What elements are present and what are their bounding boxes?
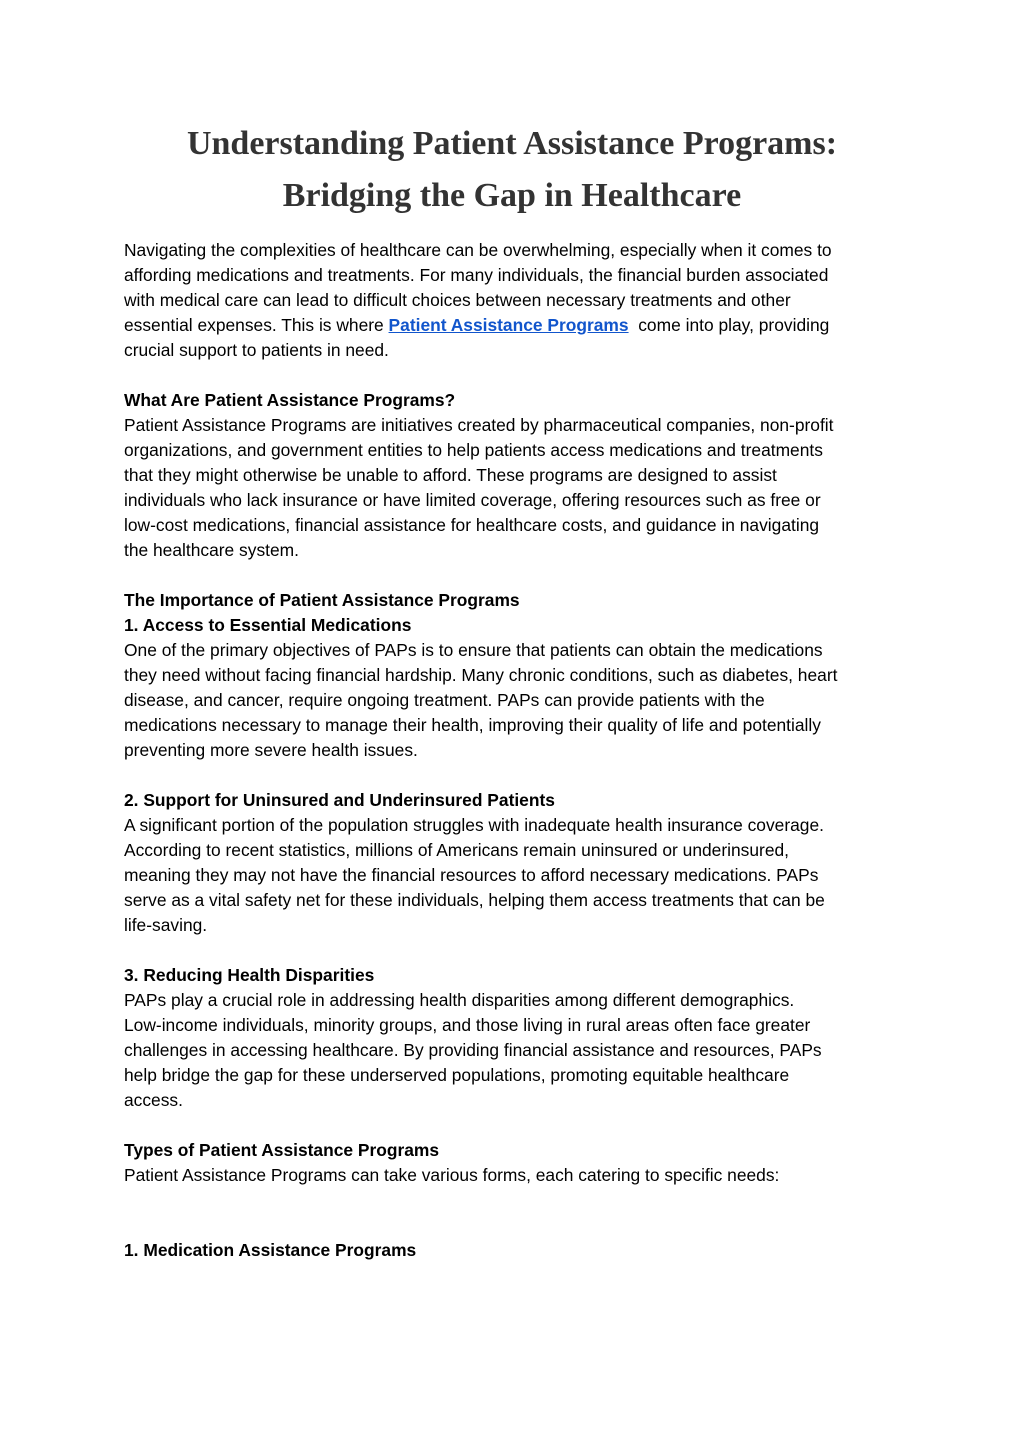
what-line-1: Patient Assistance Programs are initiatives created by pharmaceutical companies, non-profit: [124, 415, 834, 435]
access-line-1: One of the primary objectives of PAPs is to ensure that patients can obtain the medications: [124, 640, 823, 660]
what-heading: What Are Patient Assistance Programs?: [124, 390, 456, 410]
uninsured-line-1: A significant portion of the population struggles with inadequate health insurance coverage.: [124, 815, 824, 835]
disparities-line-1: PAPs play a crucial role in addressing health disparities among different demographics.: [124, 990, 795, 1010]
title-line-1: Understanding Patient Assistance Programs:: [186, 125, 838, 162]
uninsured-subheading: 2. Support for Uninsured and Underinsured Patients: [124, 790, 555, 810]
intro-line-5: crucial support to patients in need.: [124, 340, 389, 360]
what-line-2: organizations, and government entities to help patients access medications and treatments: [124, 440, 823, 460]
disparities-subheading: 3. Reducing Health Disparities: [124, 965, 375, 985]
intro-line-2: affording medications and treatments. For many individuals, the financial burden associated: [124, 265, 829, 285]
spacer: [124, 363, 914, 388]
types-section: [124, 1138, 914, 1188]
intro-line-1: Navigating the complexities of healthcare can be overwhelming, especially when it comes to: [124, 240, 832, 260]
disparities-line-5: access.: [124, 1090, 183, 1110]
spacer: [124, 1188, 914, 1238]
access-line-5: preventing more severe health issues.: [124, 740, 418, 760]
what-line-3: that they might otherwise be unable to afford. These programs are designed to assist: [124, 465, 777, 485]
page-title: [100, 118, 924, 222]
patient-assistance-programs-link[interactable]: Patient Assistance Programs: [388, 315, 629, 335]
what-line-6: the healthcare system.: [124, 540, 299, 560]
document-body: [124, 238, 914, 1263]
intro-paragraph: [124, 238, 914, 363]
medication-assistance-section: [124, 1238, 914, 1263]
access-subheading: 1. Access to Essential Medications: [124, 615, 412, 635]
disparities-line-3: challenges in accessing healthcare. By providing financial assistance and resources, PAPs: [124, 1040, 822, 1060]
intro-line-4-after: come into play, providing: [628, 315, 830, 335]
importance-heading: The Importance of Patient Assistance Programs: [124, 590, 520, 610]
access-line-4: medications necessary to manage their health, improving their quality of life and potentially: [124, 715, 821, 735]
uninsured-line-3: meaning they may not have the financial resources to afford necessary medications. PAPs: [124, 865, 819, 885]
access-line-3: disease, and cancer, require ongoing treatment. PAPs can provide patients with the: [124, 690, 765, 710]
intro-line-4-before: essential expenses. This is where: [124, 315, 389, 335]
types-line-1: Patient Assistance Programs can take various forms, each catering to specific needs:: [124, 1165, 780, 1185]
importance-section: [124, 588, 914, 763]
uninsured-line-4: serve as a vital safety net for these individuals, helping them access treatments that can be: [124, 890, 825, 910]
what-line-4: individuals who lack insurance or have limited coverage, offering resources such as free or: [124, 490, 821, 510]
spacer: [124, 563, 914, 588]
intro-line-3: with medical care can lead to difficult choices between necessary treatments and other: [124, 290, 791, 310]
disparities-section: [124, 963, 914, 1113]
disparities-line-2: Low-income individuals, minority groups, and those living in rural areas often face greater: [124, 1015, 811, 1035]
uninsured-line-2: According to recent statistics, millions of Americans remain uninsured or underinsured,: [124, 840, 790, 860]
uninsured-line-5: life-saving.: [124, 915, 208, 935]
uninsured-section: [124, 788, 914, 938]
medication-assistance-subheading: 1. Medication Assistance Programs: [124, 1240, 417, 1260]
types-heading: Types of Patient Assistance Programs: [124, 1140, 440, 1160]
what-section: [124, 388, 914, 563]
spacer: [124, 763, 914, 788]
access-line-2: they need without facing financial hardship. Many chronic conditions, such as diabetes, heart: [124, 665, 838, 685]
disparities-line-4: help bridge the gap for these underserved populations, promoting equitable healthcare: [124, 1065, 790, 1085]
spacer: [124, 1113, 914, 1138]
title-line-2: Bridging the Gap in Healthcare: [282, 177, 742, 214]
what-line-5: low-cost medications, financial assistance for healthcare costs, and guidance in navigating: [124, 515, 820, 535]
spacer: [124, 938, 914, 963]
intro-line-4: [124, 313, 914, 338]
